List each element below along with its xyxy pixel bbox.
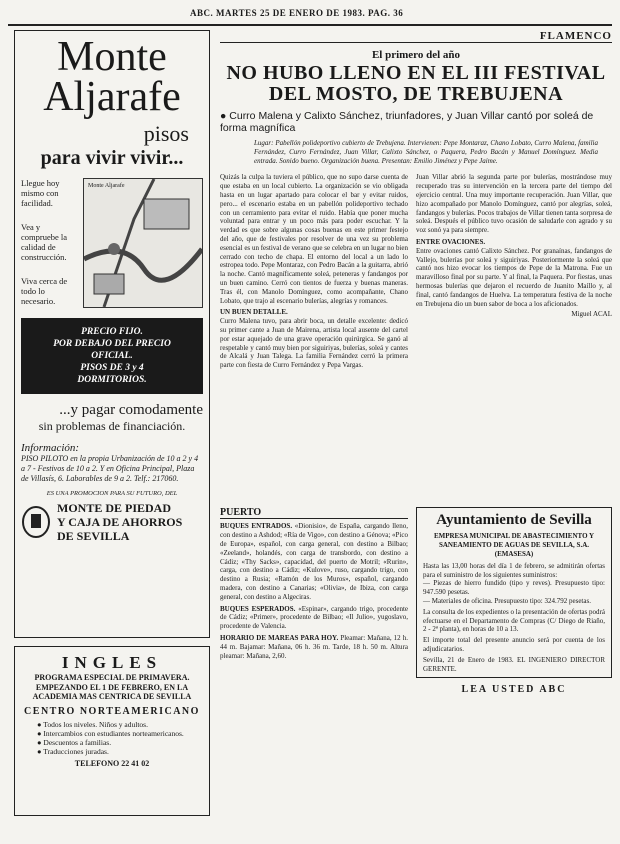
monte-side-text [21, 178, 79, 308]
article-credits: Lugar: Pabellón polideportivo cubierto de Trebujena. Intervienen: Pepe Montaraz, Chano Lobato, Curro Malena, familia Fernández, Curro Fernández, Juan Villar, Calixto Sánchez, o Paquera, Pedro Bacán y Manuel Domínguez. Media entrada. Sonido bueno. Organización buena. Presentan: Emilio Jiménez y Pepe Jaime. [254, 139, 598, 165]
ingles-phone: TELEFONO 22 41 02 [74, 758, 150, 768]
monte-side-3: Viva cerca de todo lo necesario. [21, 276, 68, 306]
puerto-entrados: BUQUES ENTRADOS. «Dionisio», de España, cargando lleno, con destino a Ashdod; «Ría de Vigo», con destino a Génova; «Pico de Europa», español, con carga general, con destino a Bilbao; «Zeeland», holandés, con carga de transbordo, con destino a Cádiz; «Thy Sacks», capacidad, del puerto de Motril; «Rurin», carga, con destino a Cádiz; «Kulove», ruso, cargando trigo, con destino a Rusia; «Ramón de los Muros», español, cargando madera, con destino a Canarias; «Olivia», de Ibiza, con carga general, con destino a Algeciras. [220, 522, 408, 601]
price-line-4: PISOS DE 3 y 4 [80, 363, 144, 373]
bank-logo-block [21, 501, 203, 543]
article-subhead: ● Curro Malena y Calixto Sánchez, triunfadores, y Juan Villar cantó por soleá de forma magnífica [220, 110, 594, 134]
ingles-bullets [23, 720, 201, 756]
article-headline: NO HUBO LLENO EN EL III FESTIVAL DEL MOSTO, DE TREBUJENA [226, 62, 606, 105]
ingles-bullet: ● Traducciones juradas. [37, 746, 109, 756]
section-bar [220, 30, 612, 43]
ingles-bullet: ● Intercambios con estudiantes norteamericanos. [37, 728, 184, 738]
price-line-3: OFICIAL. [91, 351, 133, 361]
ayto-sub: EMPRESA MUNICIPAL DE ABASTECIMIENTO Y SANEAMIENTO DE AGUAS DE SEVILLA, S.A. (EMASESA) [433, 532, 595, 558]
article-col-2 [416, 173, 612, 503]
header-rule [8, 24, 612, 26]
monte-title-2: Aljarafe [43, 74, 181, 120]
lea-abc: LEA USTED ABC [461, 684, 567, 696]
ayto-item-1: — Piezas de hierro fundido (tipo y reves). Presupuesto tipo: 947.590 pesetas. [423, 579, 605, 597]
map-label: Monte Aljarafe [88, 183, 125, 189]
ingles-ad [14, 646, 210, 816]
ingles-bullet: ● Todos los niveles. Niños y adultos. [37, 719, 148, 729]
monte-middle [21, 178, 203, 308]
article-body [220, 173, 612, 503]
monte-title-1: Monte [57, 34, 167, 80]
monte-aljarafe-ad [14, 30, 210, 638]
price-box [21, 318, 203, 394]
monte-tagline: ...y pagar comodamente [59, 402, 203, 418]
ayto-body-3: El importe total del presente anuncio será por cuenta de los adjudicatarios. [423, 636, 605, 653]
article-subhead-text: Curro Malena y Calixto Sánchez, triunfadores, y Juan Villar cantó por soleá de forma magnífica [220, 110, 594, 134]
article-col-1 [220, 173, 408, 503]
promo-line: ES UNA PROMOCION PARA SU FUTURO, DEL [46, 490, 178, 497]
ayto-body-2: La consulta de los expedientes o la presentación de ofertas podrá efectuarse en el Departamento de Compras (C/ Diego de Riaño, 2 - 2ª planta), en horas de 10 a 13. [423, 607, 605, 634]
ayto-title: Ayuntamiento de Sevilla [436, 512, 592, 529]
bank-line-3: DE SEVILLA [57, 529, 130, 543]
col2-text-b: Entre ovaciones cantó Calixto Sánchez. Por granaínas, fandangos de Vallejo, bulerías por soleá y siguiriyas. Posteriormente la soleá que cantó nos hizo evocar los tiempos de Pepe de la Matrona. Fue un maravilloso final por su parte. Y al final, la Paquera. Por fiestas, unas hermosas bulerías que dejaron el recuerdo de Juanito Maíllo y, al final, cantó fandangos de Huelva. La temperatura festiva de la noche en Trebujena dio un buen sabor de boca a los aficionados. [416, 246, 612, 308]
article-column [220, 30, 612, 695]
bank-line-1: MONTE DE PIEDAD [57, 501, 172, 515]
info-text: PISO PILOTO en la propia Urbanización de 10 a 2 y 4 a 7 - Festivos de 10 a 2. Y en Oficina Principal, Plaza de Villasís, 6. Laborables de 9 a 2. Telf.: 217060. [21, 454, 199, 483]
ayto-column [416, 507, 612, 695]
monte-headline [21, 34, 203, 170]
monte-tagline-2: sin problemas de financiación. [38, 419, 186, 433]
left-ads-column [14, 30, 210, 816]
ayto-date: Sevilla, 21 de Enero de 1983. EL INGENIERO DIRECTOR GERENTE. [423, 655, 605, 673]
puerto-mareas: HORARIO DE MAREAS PARA HOY. Pleamar: Mañana, 12 h. 44 m. Bajamar: Mañana, 06 h. 36 m. Tarde, 18 h. 50 m. Altura pleamar: Mañana, 2,60. [220, 633, 408, 660]
article-kicker: El primero del año [371, 49, 461, 61]
monte-side-2: Vea y compruebe la calidad de construcción. [21, 222, 68, 262]
bank-seal-icon [21, 505, 51, 539]
monte-side-1: Llegue hoy mismo con facilidad. [21, 178, 60, 208]
ingles-title: INGLES [61, 653, 163, 672]
col1-text-b: Curro Malena tuvo, para abrir boca, un detalle excelente: dedicó su primer cante a Juan de Mairena, artista local ausente del cartel por estar aquejado de una grave operación quirúrgica. Se ganó al respetable y cantó muy bien por siguiriyas, bulerías, soleá y cantes de Alcalá y Juan Talega. La familia Fernández cerró la primera parte con fiesta de Curro Fernández y Pepa Vargas. [220, 317, 408, 370]
col2-subhead: ENTRE OVACIONES. [416, 237, 486, 246]
map-drawing-icon [84, 179, 202, 307]
bank-name [57, 501, 182, 543]
section-label: FLAMENCO [539, 30, 612, 42]
bank-line-2: Y CAJA DE AHORROS [57, 515, 183, 529]
ingles-body: PROGRAMA ESPECIAL DE PRIMAVERA. EMPEZANDO EL 1 DE FEBRERO, EN LA ACADEMIA MAS CENTRICA DE SEVILLA [32, 673, 192, 701]
puerto-column [220, 507, 408, 695]
monte-vivir: para vivir vivir... [40, 147, 184, 169]
lower-section [220, 507, 612, 695]
page-header: ABC. MARTES 25 DE ENERO DE 1983. PAG. 36 [190, 8, 404, 18]
col2-text: Juan Villar abrió la segunda parte por bulerías, mostrándose muy recuperado tras su intervención en la tercera parte del tiempo del ejercicio central. Una muy importante recuperación. Juan Villar, que hizo acompañado por Manolo Domínguez, cantó por alegrías, soleá, fandangos y bulerías. Pocos trabajos de Villar tienen tanta sorpresa de soleá. Después el público tuvo ocasión de saludarle con agrado y su voz sonó ya para siempre. [416, 173, 612, 235]
ayto-body: Hasta las 13,00 horas del día 1 de febrero, se admitirán ofertas para el suministro de los siguientes suministros: [423, 561, 605, 579]
price-line-5: DORMITORIOS. [77, 375, 147, 385]
ingles-center: CENTRO NORTEAMERICANO [24, 705, 200, 717]
ayto-item-2: — Materiales de oficina. Presupuesto tipo: 324.792 pesetas. [423, 596, 591, 605]
ayuntamiento-notice [416, 507, 612, 678]
monte-map [83, 178, 203, 308]
price-line-2: POR DEBAJO DEL PRECIO [53, 339, 171, 349]
monte-pisos: pisos [143, 121, 189, 146]
article-signature: Miguel ACAL [571, 310, 612, 319]
price-line-1: PRECIO FIJO. [81, 327, 143, 337]
puerto-esperados: BUQUES ESPERADOS. «Espinar», cargando trigo, procedente de Cádiz; «Primer», procedente de Bilbao; «Il Julio», yugoslavo, procedente de Valencia. [220, 604, 409, 631]
puerto-heading: PUERTO [220, 507, 408, 519]
info-title: Información: [21, 442, 80, 454]
col1-subhead: UN BUEN DETALLE. [220, 308, 288, 317]
col1-text: Quizás la culpa la tuviera el público, que no supo darse cuenta de que estaba en un local cubierto. La organización se vio obligada hasta en un lugar apartado para colocar el bar y evitar ruidos, pero... el escenario estaba en un pabellón polideportivo techado con un cerramiento para evitar el ruido. Había que poner mucha voluntad para entrar y un poco más para poder escuchar. Y la verdad es que sobre algunas cosas buenas en este primer festejo del año, que de festivales por resolver de una vez su problema esencial es un festival de verano que se celebra en un lugar no bien cerrado con techo de chapa. El entorno del local a un lado lo estropea todo. Pepe Montaraz, con Pedro Bacán a la guitarra, abrió la noche. Cantó magníficamente soleá, peteneras y fandangos por un buen camino. Cerró con tientos de fuerza y buenas maneras. Tras él, con Manolo Domínguez, como acompañante, Chano Lobato, que trajo al escenario bulerías, alegrías y romances. [220, 173, 408, 305]
ingles-bullet: ● Descuentos a familias. [37, 737, 112, 747]
